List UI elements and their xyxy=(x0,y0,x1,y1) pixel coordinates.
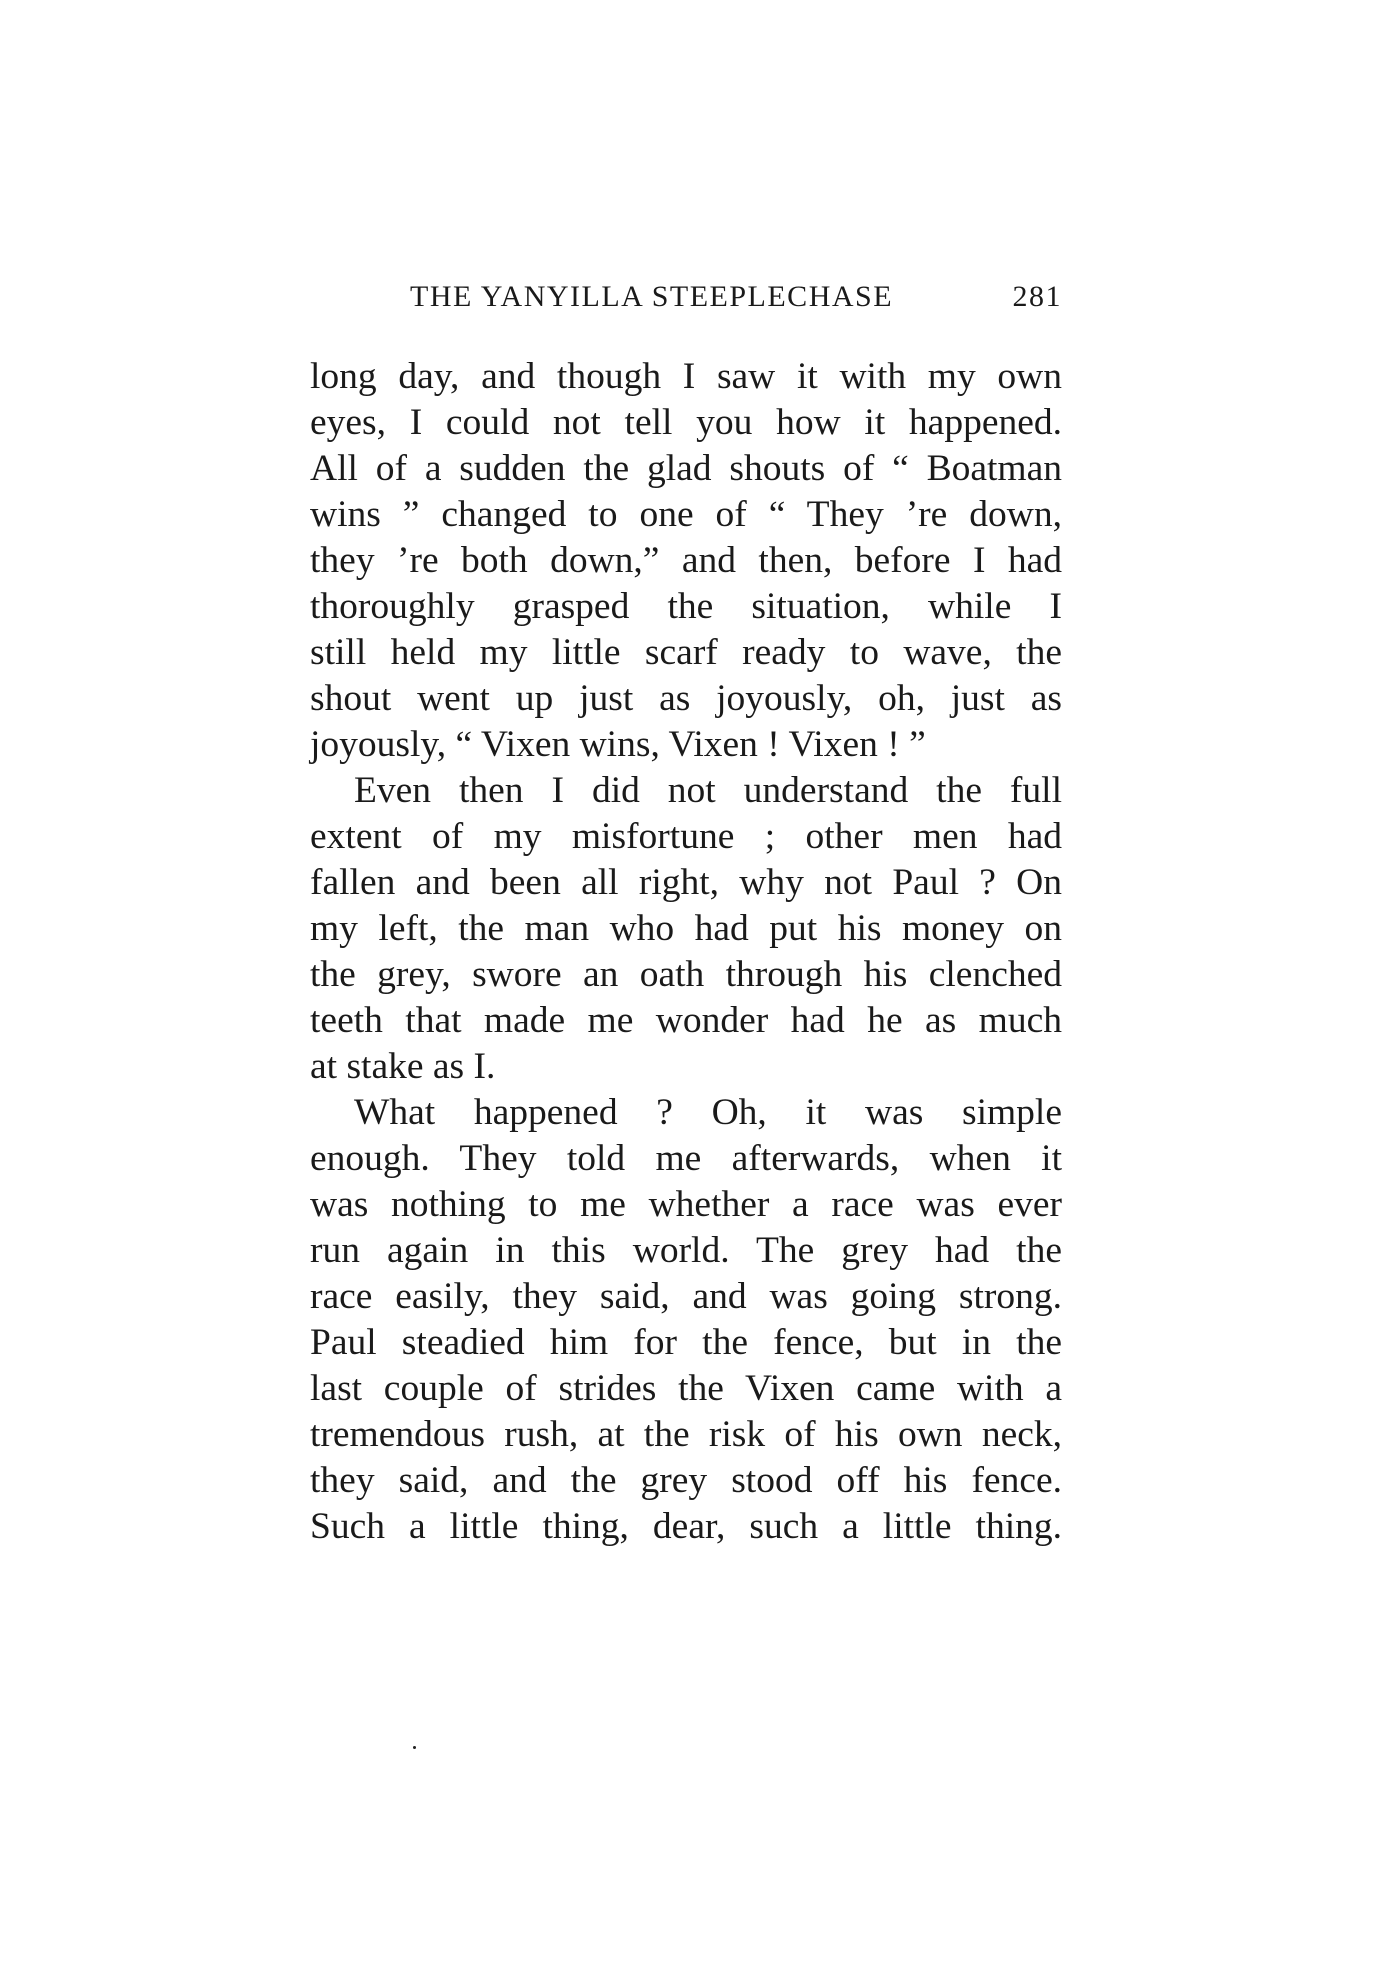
text-line: the grey, swore an oath through his clenched xyxy=(310,954,1062,995)
text-line: long day, and though I saw it with my own xyxy=(310,356,1062,397)
text-line: run again in this world. The grey had the xyxy=(310,1230,1062,1271)
text-line: tremendous rush, at the risk of his own neck, xyxy=(310,1414,1062,1455)
text-line: All of a sudden the glad shouts of “ Boatman xyxy=(310,448,1062,489)
ink-speck xyxy=(413,1746,416,1749)
body-text xyxy=(310,354,1062,1550)
text-line: wins ” changed to one of “ They ’re down, xyxy=(310,494,1062,535)
text-line: fallen and been all right, why not Paul ? On xyxy=(310,862,1062,903)
text-line: they said, and the grey stood off his fence. xyxy=(310,1460,1062,1501)
paragraph-start-line: Even then I did not understand the full xyxy=(354,770,1062,811)
text-line: extent of my misfortune ; other men had xyxy=(310,816,1062,857)
running-head xyxy=(310,280,1062,320)
text-line: my left, the man who had put his money on xyxy=(310,908,1062,949)
text-line: shout went up just as joyously, oh, just as xyxy=(310,678,1062,719)
text-line: teeth that made me wonder had he as much xyxy=(310,1000,1062,1041)
text-line: eyes, I could not tell you how it happened. xyxy=(310,402,1062,443)
text-line: race easily, they said, and was going strong. xyxy=(310,1276,1062,1317)
paragraph-start-line: What happened ? Oh, it was simple xyxy=(354,1092,1062,1133)
paragraph-end-line: joyously, “ Vixen wins, Vixen ! Vixen ! ” xyxy=(310,724,926,765)
text-line: Such a little thing, dear, such a little thing. xyxy=(310,1506,1062,1547)
text-line: Paul steadied him for the fence, but in the xyxy=(310,1322,1062,1363)
paragraph-end-line: at stake as I. xyxy=(310,1046,496,1087)
text-line: they ’re both down,” and then, before I had xyxy=(310,540,1062,581)
text-line: was nothing to me whether a race was ever xyxy=(310,1184,1062,1225)
text-line: last couple of strides the Vixen came with a xyxy=(310,1368,1062,1409)
text-line: enough. They told me afterwards, when it xyxy=(310,1138,1062,1179)
page-number: 281 xyxy=(1012,280,1062,313)
text-line: still held my little scarf ready to wave, the xyxy=(310,632,1062,673)
text-line: thoroughly grasped the situation, while I xyxy=(310,586,1062,627)
running-title: THE YANYILLA STEEPLECHASE xyxy=(410,280,894,313)
